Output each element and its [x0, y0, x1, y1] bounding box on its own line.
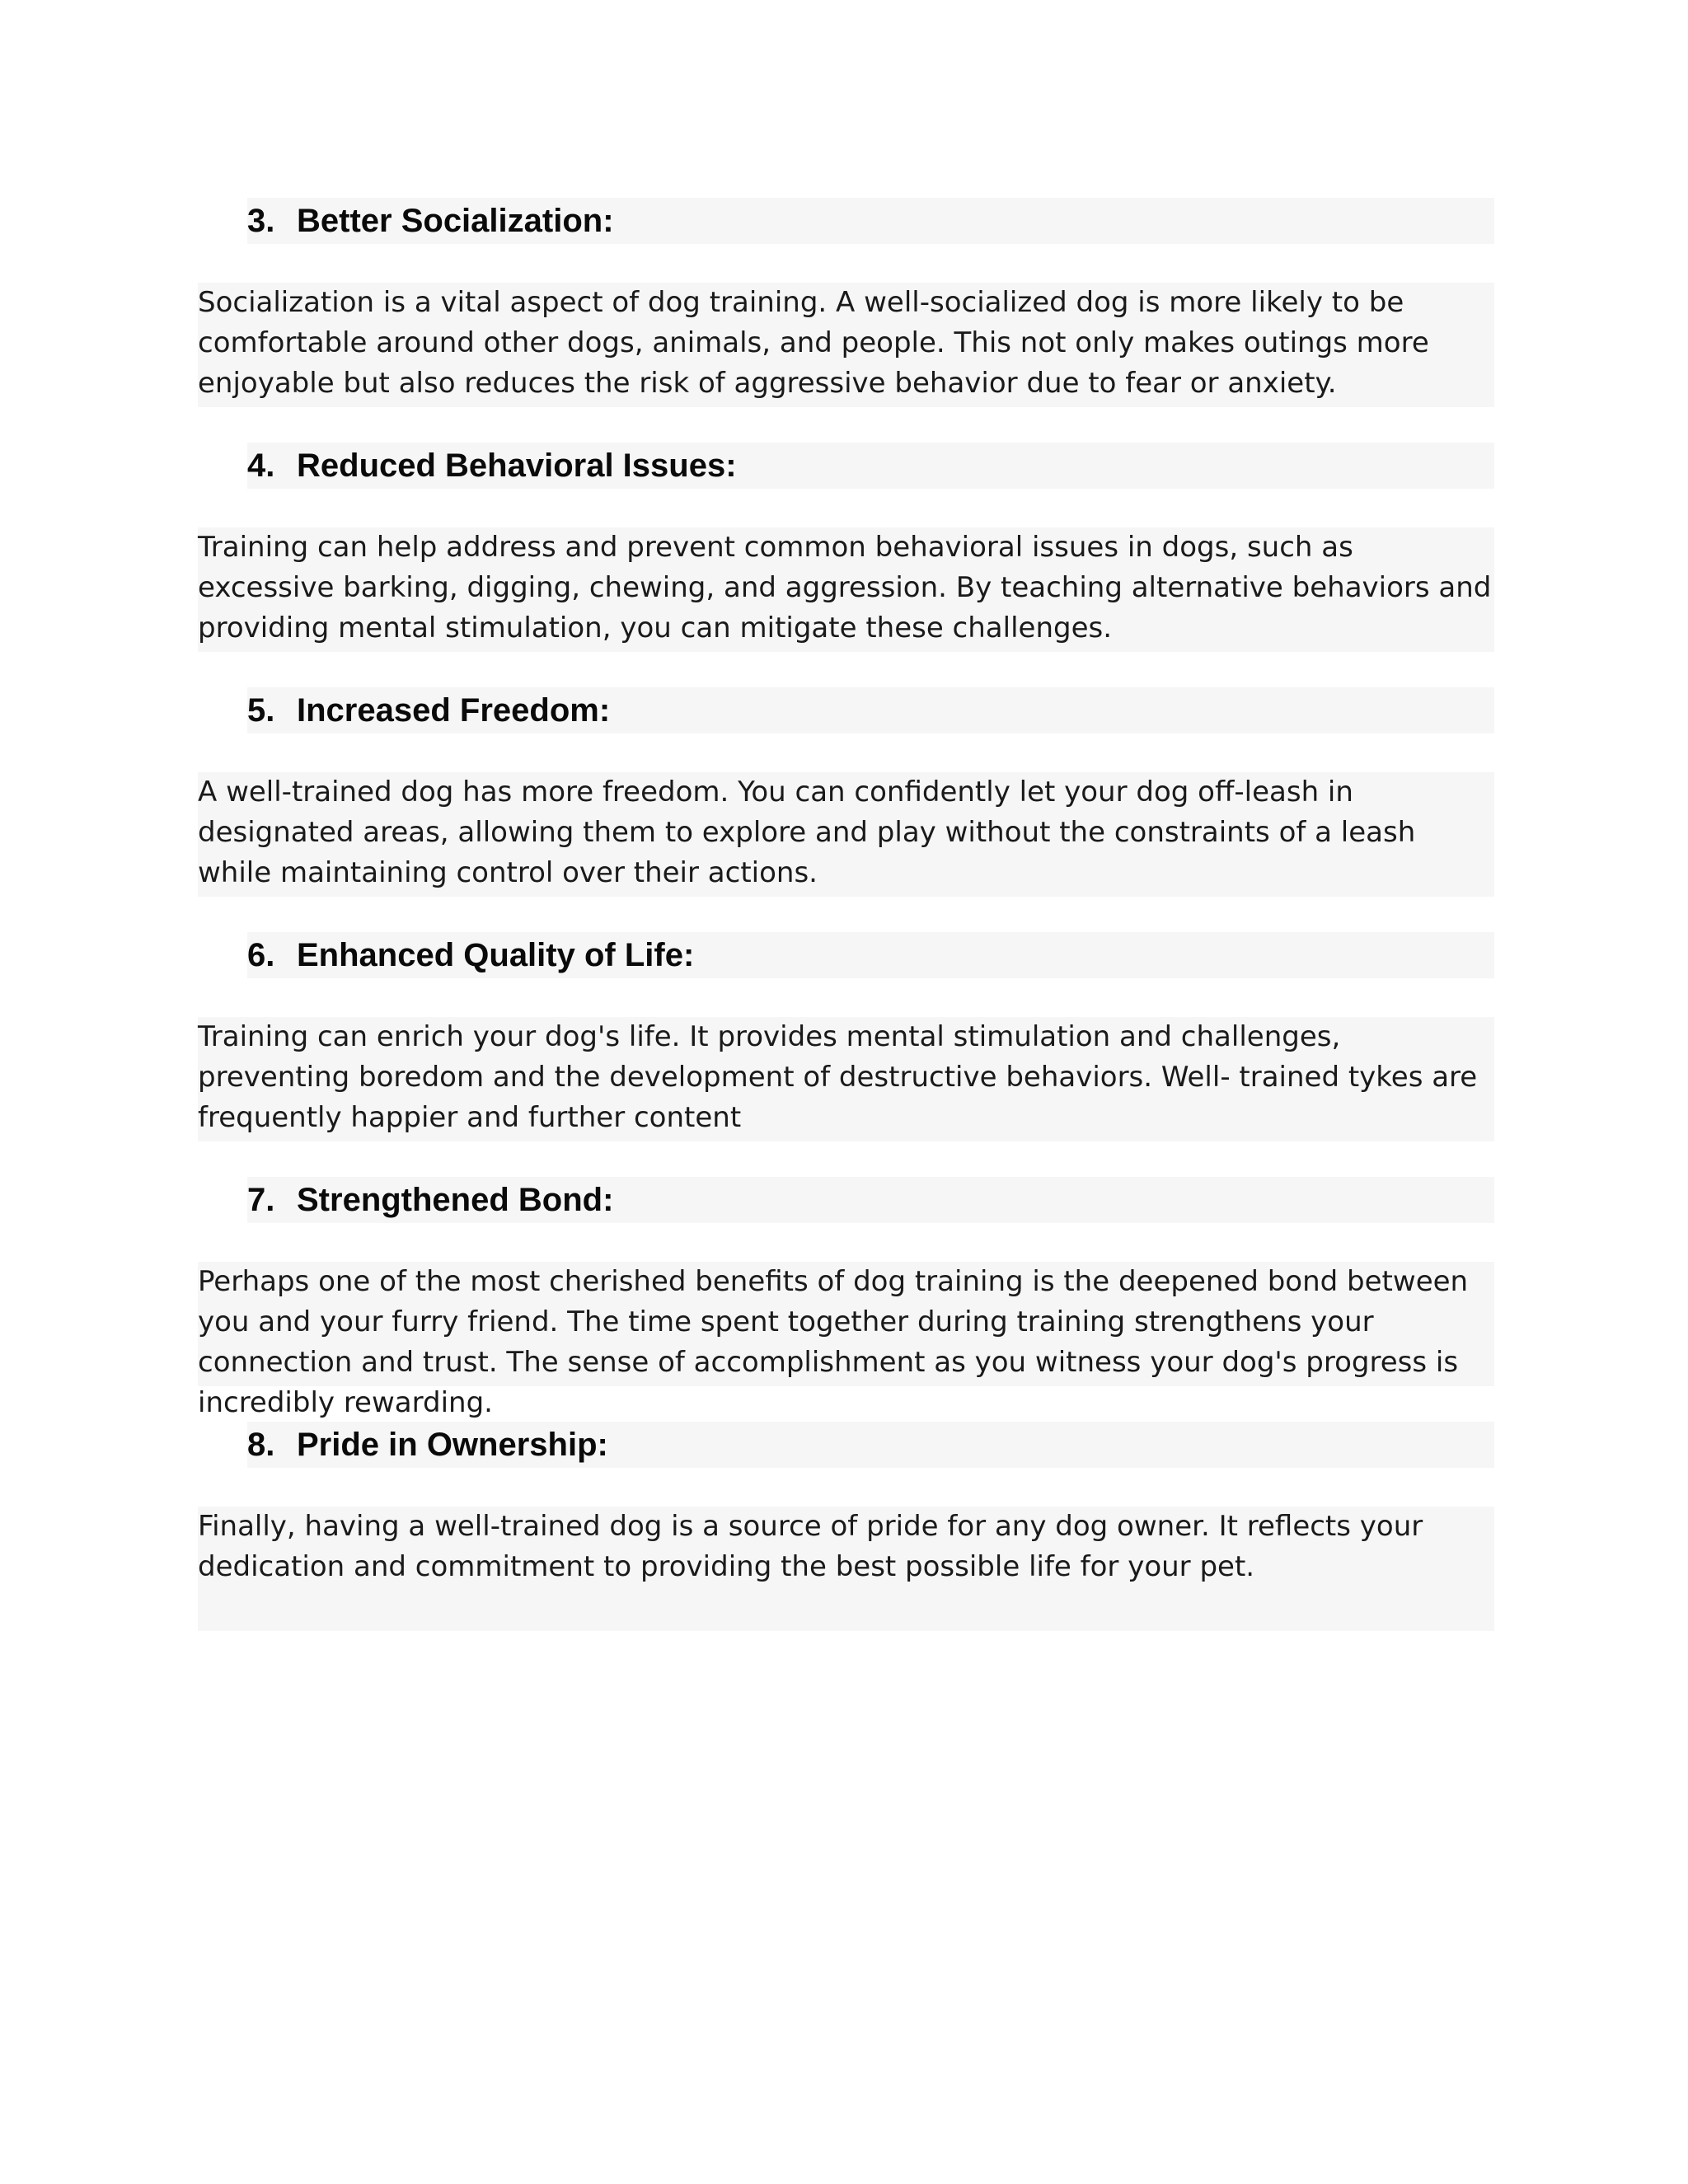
section-heading-7 — [247, 1177, 1494, 1223]
section-number: 8. — [247, 1426, 275, 1463]
section-title: Reduced Behavioral Issues: — [297, 447, 737, 484]
section-title: Better Socialization: — [297, 202, 614, 239]
section-title: Strengthened Bond: — [297, 1181, 614, 1218]
section-heading-4 — [247, 443, 1494, 489]
section-number: 3. — [247, 202, 275, 239]
section-number: 7. — [247, 1181, 275, 1218]
section-title: Enhanced Quality of Life: — [297, 936, 695, 973]
section-heading-6 — [247, 932, 1494, 978]
section-title: Increased Freedom: — [297, 691, 611, 729]
section-body-7: Perhaps one of the most cherished benefits of dog training is the deepened bond between you and your furry friend. The time spent together during training strengthens your connection and trust. The sense of accomplishment as you witness your dog's progress is incredibly rewarding. — [198, 1262, 1494, 1386]
section-body-3: Socialization is a vital aspect of dog training. A well-socialized dog is more likely to be comfortable around other dogs, animals, and people. This not only makes outings more enjoyable but also reduces the risk of aggressive behavior due to fear or anxiety. — [198, 283, 1494, 407]
section-title: Pride in Ownership: — [297, 1426, 608, 1463]
section-number: 5. — [247, 691, 275, 729]
section-body-4: Training can help address and prevent common behavioral issues in dogs, such as excessive barking, digging, chewing, and aggression. By teaching alternative behaviors and providing mental stimulation, you can mitigate these challenges. — [198, 527, 1494, 652]
section-heading-3 — [247, 198, 1494, 244]
section-number: 6. — [247, 936, 275, 973]
section-body-6: Training can enrich your dog's life. It provides mental stimulation and challenges, preventing boredom and the development of destructive behaviors. Well- trained tykes are frequently happier and further content — [198, 1017, 1494, 1141]
section-body-8: Finally, having a well-trained dog is a source of pride for any dog owner. It reflects your dedication and commitment to providing the best possible life for your pet. — [198, 1507, 1494, 1631]
section-heading-8 — [247, 1422, 1494, 1468]
document-page — [198, 198, 1494, 1631]
section-number: 4. — [247, 447, 275, 484]
section-body-5: A well-trained dog has more freedom. You can confidently let your dog off-leash in designated areas, allowing them to explore and play without the constraints of a leash while maintaining control over their actions. — [198, 772, 1494, 897]
section-heading-5 — [247, 687, 1494, 733]
